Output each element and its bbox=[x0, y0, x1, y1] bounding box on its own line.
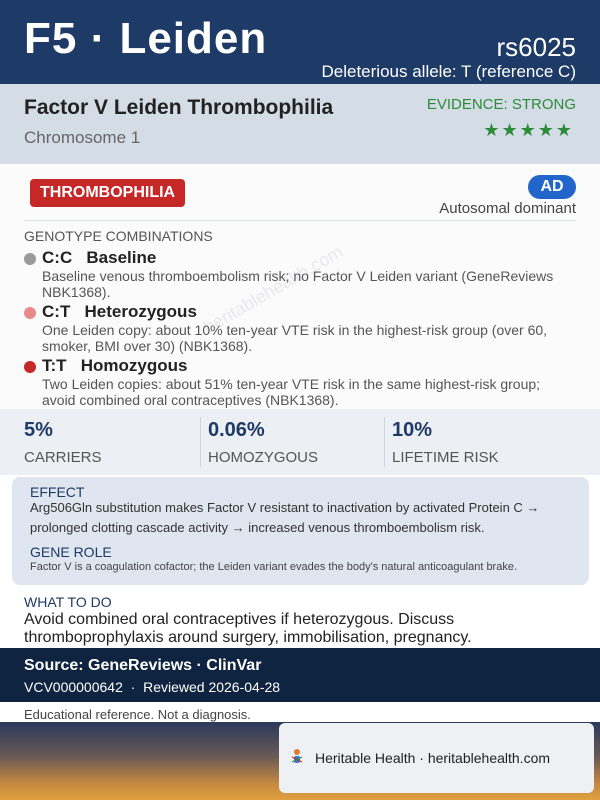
brand-text: Heritable Health · heritablehealth.com bbox=[315, 750, 551, 766]
stat-label: LIFETIME RISK bbox=[392, 449, 499, 466]
genotype-desc: Baseline venous thromboembolism risk; no Factor V Leiden variant (GeneReviews NBK1368). bbox=[42, 268, 554, 300]
gene-role-text: Factor V is a coagulation cofactor; the Leiden variant evades the body's natural anticoagulant brake. bbox=[30, 561, 518, 573]
stats-bar bbox=[0, 409, 600, 475]
source-title: Source: GeneReviews · ClinVar bbox=[24, 657, 262, 674]
effect-text: Arg506Gln substitution makes Factor V resistant to inactivation by activated Protein C → prolonged clotting cascade activity → increased venous thromboembolism risk. bbox=[30, 500, 540, 535]
stat-value: 10% bbox=[392, 419, 433, 441]
stat-homozygous bbox=[208, 409, 392, 475]
source-bar bbox=[0, 648, 600, 702]
stat-label: CARRIERS bbox=[24, 449, 102, 466]
effect-heading: EFFECT bbox=[30, 484, 85, 500]
dna-person-icon bbox=[289, 748, 305, 766]
genotype-section bbox=[0, 164, 600, 409]
genotype-label: T:T Homozygous bbox=[42, 356, 188, 375]
stat-lifetime-risk bbox=[392, 409, 576, 475]
evidence-label: EVIDENCE: STRONG bbox=[426, 96, 576, 113]
genotype-label: C:T Heterozygous bbox=[42, 302, 197, 321]
inheritance-badge: AD bbox=[528, 175, 576, 199]
inheritance-text: Autosomal dominant bbox=[439, 200, 576, 217]
stat-value: 5% bbox=[24, 419, 53, 441]
gene-title: F5 · Leiden bbox=[24, 14, 268, 63]
todo-heading: WHAT TO DO bbox=[24, 594, 112, 610]
stat-carriers bbox=[24, 409, 208, 475]
genotype-label: C:C Baseline bbox=[42, 248, 157, 267]
chromosome: Chromosome 1 bbox=[24, 128, 141, 147]
evidence-stars: ★★★★★ bbox=[483, 120, 574, 140]
stat-separator bbox=[200, 417, 201, 467]
stat-label: HOMOZYGOUS bbox=[208, 449, 319, 466]
effect-box bbox=[12, 477, 589, 585]
category-badge: THROMBOPHILIA bbox=[30, 179, 185, 207]
condition-bar bbox=[0, 84, 600, 164]
allele-info: Deleterious allele: T (reference C) bbox=[321, 62, 576, 81]
header bbox=[0, 0, 600, 84]
genotype-dot bbox=[24, 361, 36, 373]
divider bbox=[24, 220, 576, 221]
genotype-dot bbox=[24, 307, 36, 319]
genotype-dot bbox=[24, 253, 36, 265]
genotype-heading: GENOTYPE COMBINATIONS bbox=[24, 228, 213, 244]
disclaimer: Educational reference. Not a diagnosis. bbox=[24, 707, 251, 722]
brand-card bbox=[279, 723, 594, 793]
source-reference: VCV000000642 · Reviewed 2026-04-28 bbox=[24, 679, 281, 695]
condition-title: Factor V Leiden Thrombophilia bbox=[24, 96, 334, 119]
todo-text: Avoid combined oral contraceptives if heterozygous. Discuss thromboprophylaxis around surgery, immobilisation, pregnancy. bbox=[24, 611, 472, 646]
rsid: rs6025 bbox=[496, 32, 576, 62]
stat-value: 0.06% bbox=[208, 419, 265, 441]
genotype-desc: One Leiden copy: about 10% ten-year VTE risk in the highest-risk group (over 60, smoker, BMI over 30) (NBK1368). bbox=[42, 322, 548, 354]
gene-role-heading: GENE ROLE bbox=[30, 544, 112, 560]
genotype-desc: Two Leiden copies: about 51% ten-year VTE risk in the same highest-risk group; avoid combined oral contraceptives (NBK1368). bbox=[42, 376, 541, 408]
stat-separator bbox=[384, 417, 385, 467]
